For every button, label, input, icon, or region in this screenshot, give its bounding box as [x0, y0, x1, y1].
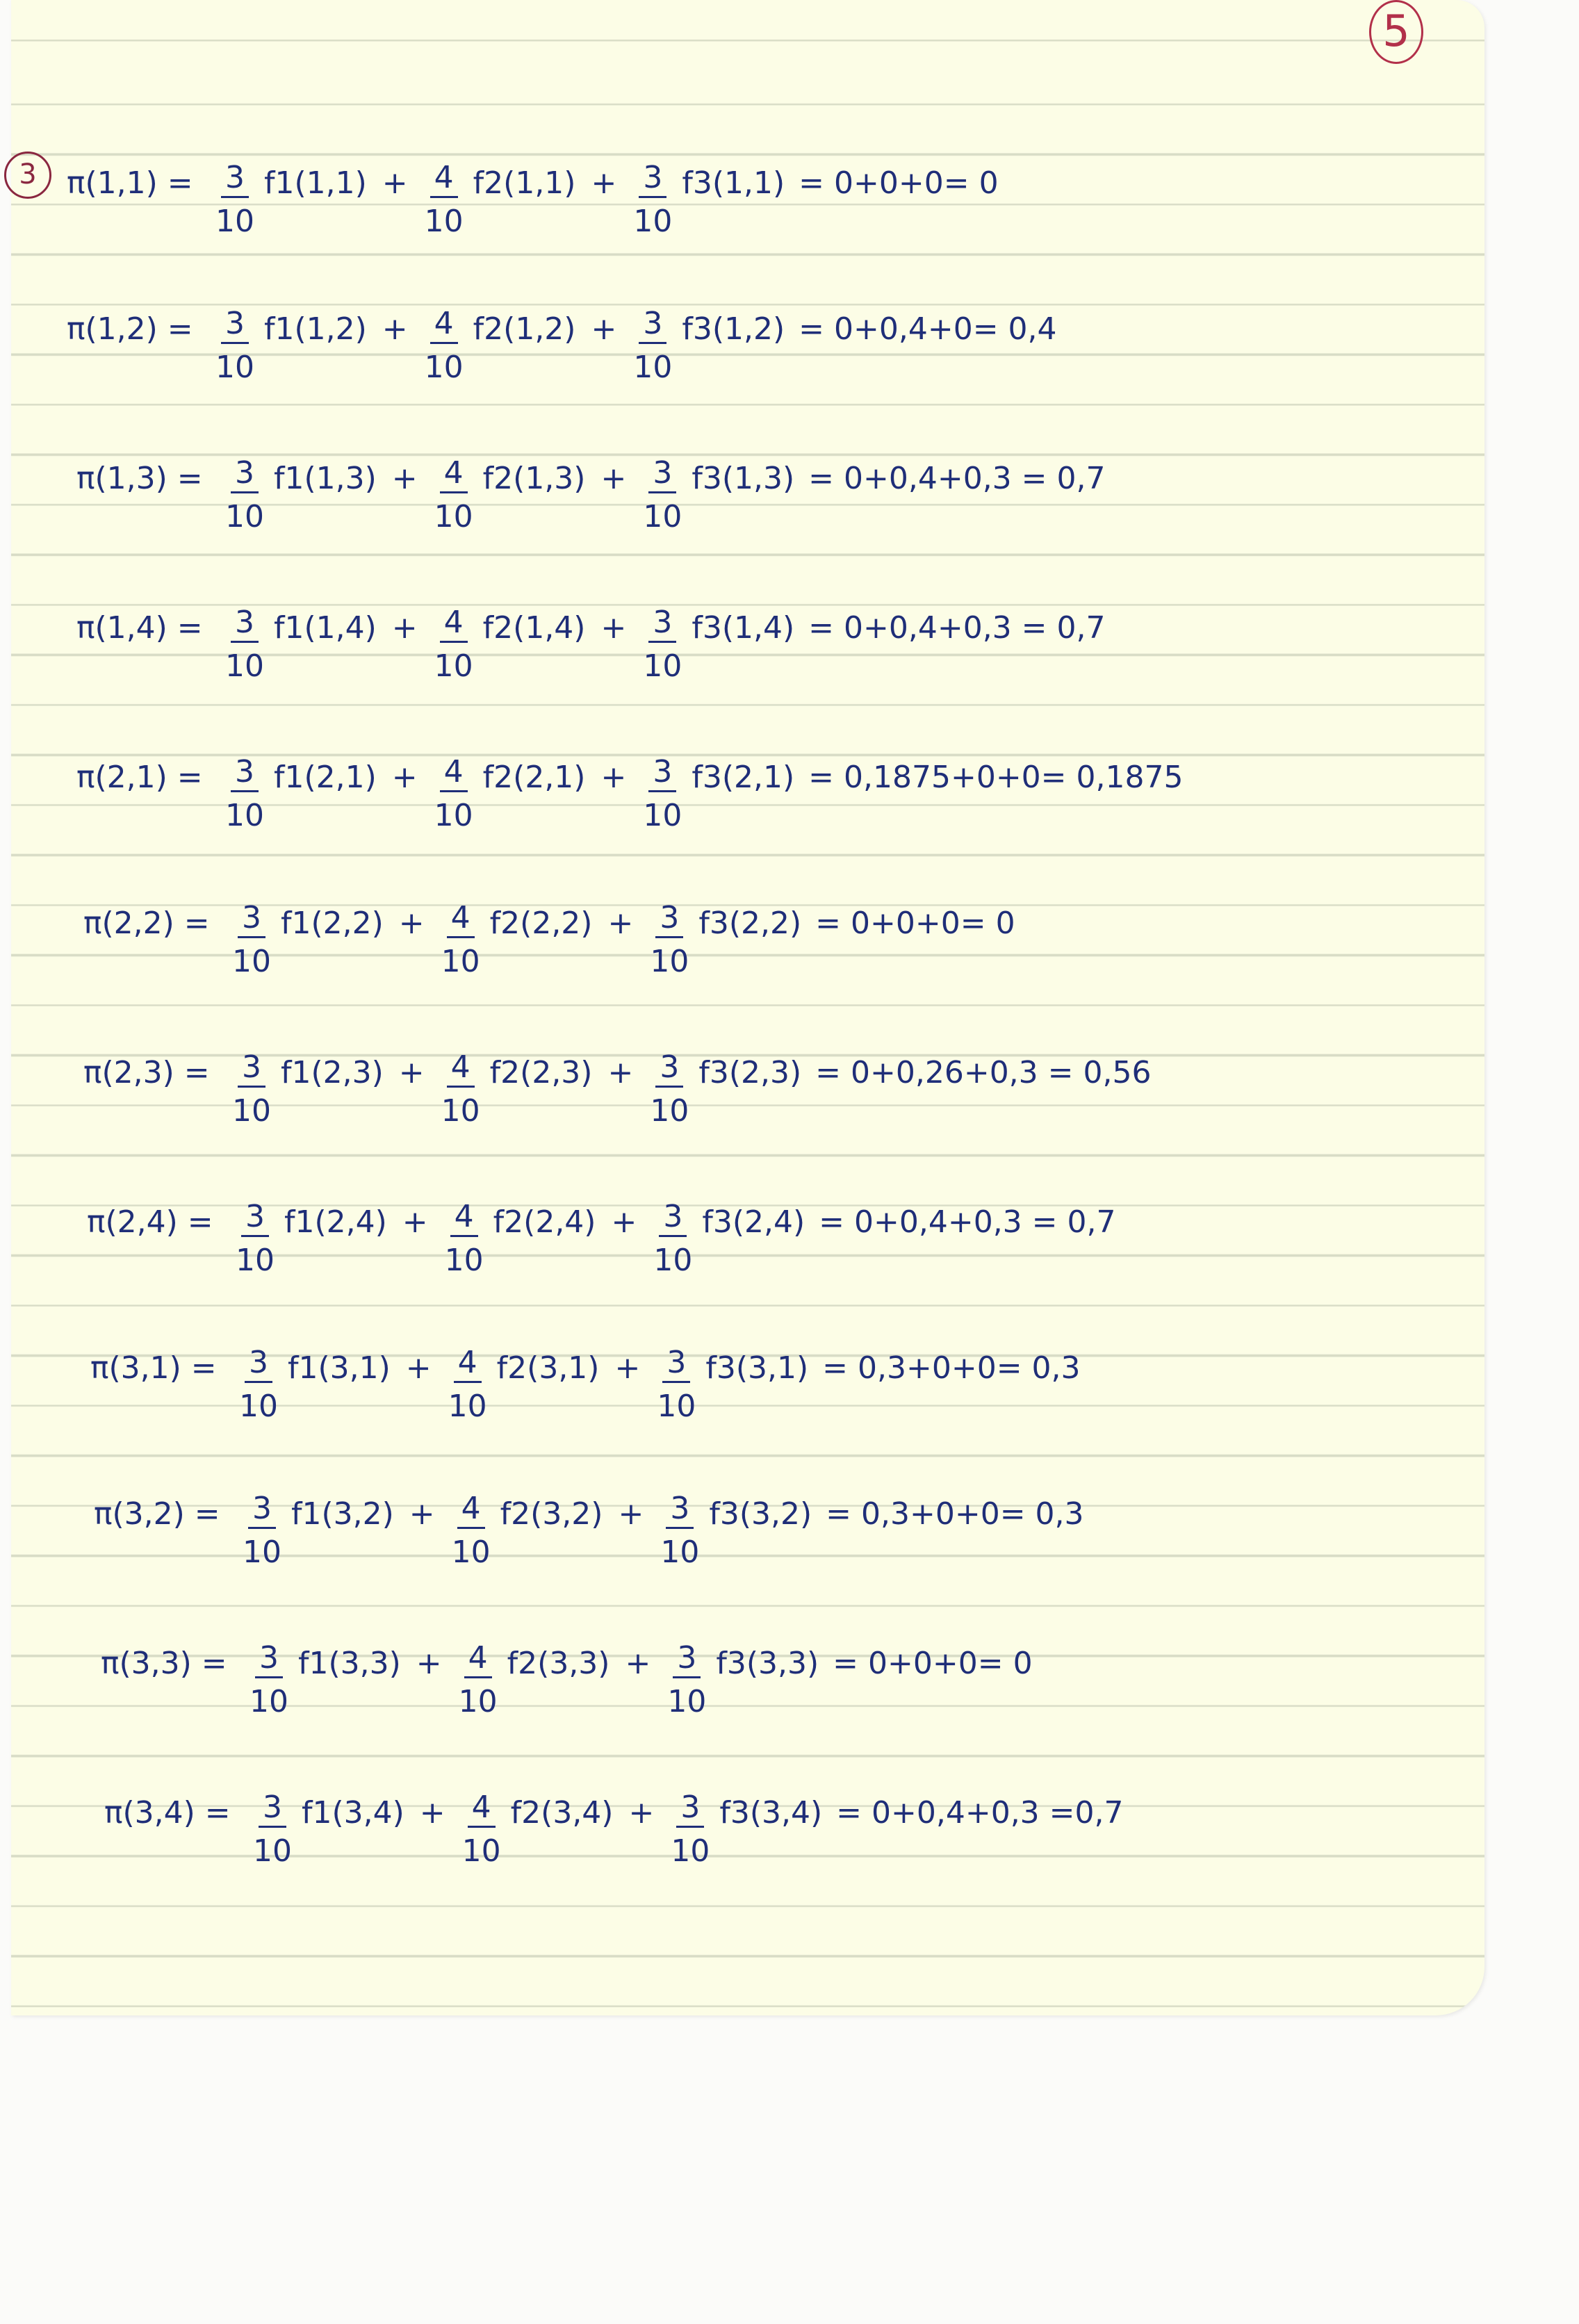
plus-sign: +	[628, 1795, 655, 1831]
fraction-denominator: 10	[643, 499, 682, 534]
fraction-denominator: 10	[434, 798, 473, 833]
plus-sign: +	[600, 760, 627, 795]
fraction-denominator: 10	[215, 350, 254, 385]
function-term: f1(2,2)	[281, 906, 384, 941]
plus-sign: +	[607, 1055, 634, 1090]
fraction-denominator: 10	[424, 204, 464, 239]
plus-sign: +	[391, 610, 418, 646]
fraction-denominator: 10	[633, 350, 673, 385]
fraction-numerator: 3	[666, 1494, 694, 1529]
function-term: f3(3,2)	[709, 1496, 812, 1532]
weight-fraction	[215, 160, 254, 239]
fraction-numerator: 4	[440, 757, 468, 792]
equation-row	[87, 1185, 1116, 1278]
fraction-denominator: 10	[461, 1833, 501, 1869]
fraction-denominator: 10	[232, 1093, 271, 1129]
equation-lhs: π(2,2) =	[83, 906, 210, 941]
equation-row	[94, 1477, 1084, 1570]
equation-result: = 0+0,4+0,3 =0,7	[836, 1795, 1124, 1831]
fraction-denominator: 10	[239, 1389, 278, 1424]
fraction-denominator: 10	[215, 204, 254, 239]
function-term: f3(3,3)	[716, 1646, 819, 1681]
weight-fraction	[232, 900, 271, 979]
weight-fraction	[424, 160, 464, 239]
fraction-denominator: 10	[633, 204, 673, 239]
function-term: f1(3,1)	[288, 1350, 391, 1386]
page-number: 5	[1369, 0, 1423, 64]
plus-sign: +	[419, 1795, 445, 1831]
weight-fraction	[225, 455, 264, 534]
function-term: f1(3,4)	[302, 1795, 404, 1831]
weight-fraction	[232, 1049, 271, 1129]
plus-sign: +	[402, 1204, 428, 1240]
weight-fraction	[239, 1345, 278, 1424]
function-term: f1(2,1)	[274, 760, 377, 795]
fraction-denominator: 10	[225, 648, 264, 684]
weight-fraction	[657, 1345, 696, 1424]
equation-lhs: π(3,4) =	[104, 1795, 231, 1831]
fraction-denominator: 10	[444, 1243, 484, 1278]
plus-sign: +	[405, 1350, 432, 1386]
function-term: f3(2,4)	[702, 1204, 805, 1240]
equation-row	[76, 441, 1106, 534]
fraction-denominator: 10	[650, 944, 689, 979]
function-term: f2(3,4)	[510, 1795, 614, 1831]
fraction-numerator: 3	[231, 757, 259, 792]
fraction-denominator: 10	[434, 499, 473, 534]
fraction-numerator: 3	[221, 309, 249, 344]
weight-fraction	[253, 1792, 292, 1867]
equation-result: = 0,3+0+0= 0,3	[822, 1350, 1081, 1386]
fraction-denominator: 10	[253, 1833, 292, 1869]
fraction-numerator: 4	[440, 607, 468, 643]
fraction-numerator: 3	[648, 607, 676, 643]
fraction-numerator: 4	[468, 1792, 496, 1828]
plus-sign: +	[600, 461, 627, 496]
fraction-numerator: 3	[655, 903, 683, 938]
function-term: f3(1,1)	[682, 165, 785, 201]
weight-fraction	[643, 607, 682, 682]
weight-fraction	[434, 754, 473, 833]
plus-sign: +	[625, 1646, 651, 1681]
plus-sign: +	[618, 1496, 644, 1532]
fraction-denominator: 10	[448, 1389, 487, 1424]
fraction-denominator: 10	[671, 1833, 710, 1869]
plus-sign: +	[591, 311, 617, 347]
function-term: f2(3,2)	[500, 1496, 603, 1532]
fraction-denominator: 10	[660, 1535, 700, 1570]
equation-result: = 0+0,4+0,3 = 0,7	[808, 610, 1106, 646]
equation-row	[76, 591, 1106, 684]
plus-sign: +	[611, 1204, 637, 1240]
equation-row	[104, 1776, 1124, 1869]
equation-lhs: π(1,4) =	[76, 610, 203, 646]
fraction-denominator: 10	[424, 350, 464, 385]
function-term: f2(2,2)	[489, 906, 593, 941]
problem-number: 3	[4, 152, 51, 199]
fraction-denominator: 10	[232, 944, 271, 979]
function-term: f1(2,3)	[281, 1055, 384, 1090]
function-term: f2(1,4)	[482, 610, 586, 646]
equation-result: = 0+0,4+0,3 = 0,7	[819, 1204, 1116, 1240]
weight-fraction	[215, 306, 254, 385]
fraction-numerator: 4	[440, 458, 468, 493]
weight-fraction	[424, 306, 464, 385]
equation-row	[83, 1036, 1152, 1129]
weight-fraction	[243, 1491, 281, 1570]
fraction-denominator: 10	[225, 798, 264, 833]
function-term: f3(1,4)	[692, 610, 795, 646]
weight-fraction	[441, 900, 480, 979]
fraction-denominator: 10	[434, 648, 473, 684]
weight-fraction	[249, 1640, 288, 1719]
function-term: f1(1,1)	[264, 165, 367, 201]
fraction-denominator: 10	[667, 1684, 707, 1719]
function-term: f1(1,4)	[274, 610, 377, 646]
weight-fraction	[448, 1345, 487, 1424]
fraction-denominator: 10	[441, 944, 480, 979]
function-term: f3(3,1)	[705, 1350, 809, 1386]
weight-fraction	[462, 1792, 501, 1867]
equation-lhs: π(1,1) =	[67, 165, 193, 201]
equation-lhs: π(3,2) =	[94, 1496, 220, 1532]
fraction-numerator: 3	[221, 163, 249, 198]
fraction-numerator: 4	[457, 1494, 485, 1529]
fraction-denominator: 10	[236, 1243, 275, 1278]
weight-fraction	[434, 607, 473, 682]
equation-lhs: π(2,1) =	[76, 760, 203, 795]
fraction-denominator: 10	[643, 798, 682, 833]
fraction-numerator: 3	[676, 1792, 704, 1828]
plus-sign: +	[391, 461, 418, 496]
fraction-denominator: 10	[451, 1535, 491, 1570]
fraction-numerator: 3	[639, 309, 666, 344]
function-term: f3(2,3)	[698, 1055, 802, 1090]
weight-fraction	[225, 607, 264, 682]
plus-sign: +	[416, 1646, 442, 1681]
weight-fraction	[633, 306, 673, 385]
equation-lhs: π(3,3) =	[101, 1646, 227, 1681]
weight-fraction	[667, 1640, 707, 1719]
weight-fraction	[458, 1640, 498, 1719]
fraction-denominator: 10	[458, 1684, 498, 1719]
function-term: f2(1,2)	[473, 311, 576, 347]
fraction-denominator: 10	[441, 1093, 480, 1129]
fraction-numerator: 4	[450, 1202, 478, 1237]
function-term: f3(2,2)	[698, 906, 802, 941]
fraction-denominator: 10	[657, 1389, 696, 1424]
weight-fraction	[225, 754, 264, 833]
fraction-numerator: 3	[673, 1643, 701, 1678]
function-term: f1(2,4)	[284, 1204, 387, 1240]
weight-fraction	[633, 160, 673, 239]
equation-result: = 0+0,4+0,3 = 0,7	[808, 461, 1106, 496]
fraction-numerator: 3	[231, 458, 259, 493]
plus-sign: +	[591, 165, 617, 201]
fraction-numerator: 3	[245, 1348, 272, 1383]
plus-sign: +	[391, 760, 418, 795]
plus-sign: +	[398, 906, 425, 941]
function-term: f2(2,3)	[489, 1055, 593, 1090]
fraction-numerator: 4	[430, 163, 458, 198]
equation-row	[67, 146, 999, 239]
function-term: f2(1,1)	[473, 165, 576, 201]
function-term: f2(2,1)	[482, 760, 586, 795]
fraction-numerator: 4	[447, 903, 475, 938]
function-term: f3(3,4)	[719, 1795, 823, 1831]
fraction-denominator: 10	[225, 499, 264, 534]
fraction-numerator: 4	[430, 309, 458, 344]
equation-lhs: π(1,2) =	[67, 311, 193, 347]
fraction-numerator: 3	[659, 1202, 687, 1237]
plus-sign: +	[409, 1496, 435, 1532]
fraction-numerator: 3	[238, 1052, 265, 1088]
function-term: f1(3,3)	[298, 1646, 401, 1681]
weight-fraction	[653, 1199, 693, 1278]
fraction-denominator: 10	[243, 1535, 281, 1570]
fraction-numerator: 3	[231, 607, 259, 643]
fraction-numerator: 3	[648, 458, 676, 493]
function-term: f2(3,1)	[496, 1350, 600, 1386]
weight-fraction	[650, 1049, 689, 1129]
function-term: f2(2,4)	[493, 1204, 596, 1240]
equation-result: = 0+0+0= 0	[833, 1646, 1033, 1681]
fraction-numerator: 3	[238, 903, 265, 938]
plus-sign: +	[607, 906, 634, 941]
equation-row	[67, 292, 1057, 385]
fraction-denominator: 10	[643, 648, 682, 684]
function-term: f3(1,2)	[682, 311, 785, 347]
fraction-numerator: 3	[255, 1643, 283, 1678]
fraction-numerator: 3	[241, 1202, 269, 1237]
equation-row	[76, 740, 1184, 833]
plus-sign: +	[398, 1055, 425, 1090]
fraction-numerator: 4	[454, 1348, 482, 1383]
fraction-numerator: 3	[259, 1792, 286, 1828]
equation-lhs: π(1,3) =	[76, 461, 203, 496]
function-term: f1(3,2)	[291, 1496, 394, 1532]
function-term: f3(2,1)	[692, 760, 795, 795]
plus-sign: +	[614, 1350, 641, 1386]
plus-sign: +	[600, 610, 627, 646]
plus-sign: +	[382, 165, 408, 201]
function-term: f3(1,3)	[692, 461, 795, 496]
fraction-numerator: 4	[447, 1052, 475, 1088]
weight-fraction	[643, 754, 682, 833]
equation-result: = 0+0,26+0,3 = 0,56	[815, 1055, 1152, 1090]
fraction-denominator: 10	[249, 1684, 288, 1719]
fraction-numerator: 4	[464, 1643, 492, 1678]
equation-row	[90, 1331, 1081, 1424]
plus-sign: +	[382, 311, 408, 347]
equation-result: = 0,3+0+0= 0,3	[826, 1496, 1084, 1532]
equation-lhs: π(2,3) =	[83, 1055, 210, 1090]
function-term: f1(1,2)	[264, 311, 367, 347]
weight-fraction	[650, 900, 689, 979]
fraction-denominator: 10	[650, 1093, 689, 1129]
equation-result: = 0,1875+0+0= 0,1875	[808, 760, 1184, 795]
equation-result: = 0+0+0= 0	[799, 165, 999, 201]
fraction-denominator: 10	[653, 1243, 693, 1278]
weight-fraction	[236, 1199, 275, 1278]
function-term: f2(1,3)	[482, 461, 586, 496]
fraction-numerator: 3	[648, 757, 676, 792]
fraction-numerator: 3	[662, 1348, 690, 1383]
fraction-numerator: 3	[655, 1052, 683, 1088]
weight-fraction	[444, 1199, 484, 1278]
weight-fraction	[451, 1491, 491, 1570]
fraction-numerator: 3	[639, 163, 666, 198]
equation-result: = 0+0,4+0= 0,4	[799, 311, 1057, 347]
function-term: f1(1,3)	[274, 461, 377, 496]
equation-row	[101, 1626, 1033, 1719]
weight-fraction	[441, 1049, 480, 1129]
function-term: f2(3,3)	[507, 1646, 610, 1681]
weight-fraction	[643, 455, 682, 534]
equation-lhs: π(3,1) =	[90, 1350, 217, 1386]
equation-row	[83, 886, 1015, 979]
equation-lhs: π(2,4) =	[87, 1204, 213, 1240]
weight-fraction	[434, 455, 473, 534]
weight-fraction	[671, 1792, 710, 1867]
fraction-numerator: 3	[248, 1494, 276, 1529]
weight-fraction	[660, 1491, 700, 1570]
equation-result: = 0+0+0= 0	[815, 906, 1015, 941]
